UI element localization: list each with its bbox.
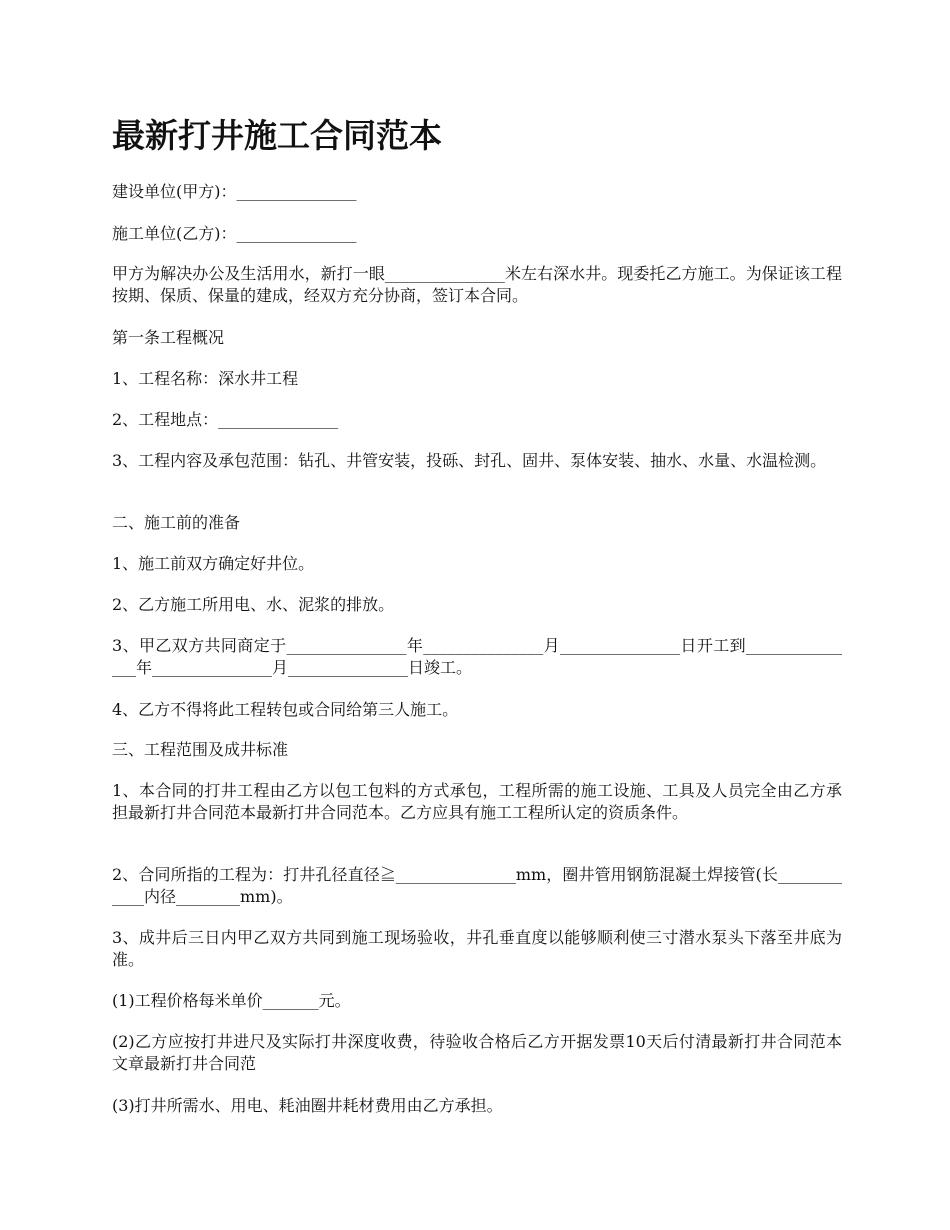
party-b-line: 施工单位(乙方)：_______________ [112, 224, 357, 243]
section-heading-3: 三、工程范围及成井标准 [112, 740, 289, 759]
section-heading-2: 二、施工前的准备 [112, 513, 241, 532]
clause-2-4: 4、乙方不得将此工程转包或合同给第三人施工。 [112, 700, 459, 719]
clause-2-1: 1、施工前双方确定好井位。 [112, 554, 315, 573]
clause-2-3: 3、甲乙双方共同商定于_______________年_______________月_______________日开工到_______________年_______________月_______________日竣工。 [112, 636, 842, 677]
price-item-1: (1)工程价格每米单价_______元。 [112, 991, 351, 1010]
clause-3-1: 1、本合同的打井工程由乙方以包工包料的方式承包，工程所需的施工设施、工具及人员完全由乙方承担最新打井合同范本最新打井合同范本。乙方应具有施工工程所认定的资质条件。 [112, 781, 842, 822]
clause-1-1: 1、工程名称：深水井工程 [112, 369, 299, 388]
intro-paragraph: 甲方为解决办公及生活用水，新打一眼_______________米左右深水井。现委托乙方施工。为保证该工程按期、保质、保量的建成，经双方充分协商，签订本合同。 [112, 264, 842, 305]
party-a-line: 建设单位(甲方)：_______________ [112, 182, 357, 201]
document-title: 最新打井施工合同范本 [112, 116, 442, 155]
price-item-2: (2)乙方应按打井进尺及实际打井深度收费，待验收合格后乙方开据发票10天后付清最新打井合同范本文章最新打井合同范 [112, 1032, 842, 1073]
price-item-3: (3)打井所需水、用电、耗油圈井耗材费用由乙方承担。 [112, 1096, 503, 1115]
clause-1-3: 3、工程内容及承包范围：钻孔、井管安装，投砾、封孔、固井、泵体安装、抽水、水量、水温检测。 [112, 451, 827, 470]
section-heading-1: 第一条工程概况 [112, 328, 225, 347]
clause-3-3: 3、成井后三日内甲乙双方共同到施工现场验收，井孔垂直度以能够顺利使三寸潜水泵头下落至井底为准。 [112, 928, 842, 969]
clause-1-2: 2、工程地点：_______________ [112, 410, 339, 429]
clause-2-2: 2、乙方施工所用电、水、泥浆的排放。 [112, 595, 395, 614]
clause-3-2: 2、合同所指的工程为：打井孔径直径≧_______________mm，圈井管用钢筋混凝土焊接管(长____________内径________mm)。 [112, 865, 842, 906]
